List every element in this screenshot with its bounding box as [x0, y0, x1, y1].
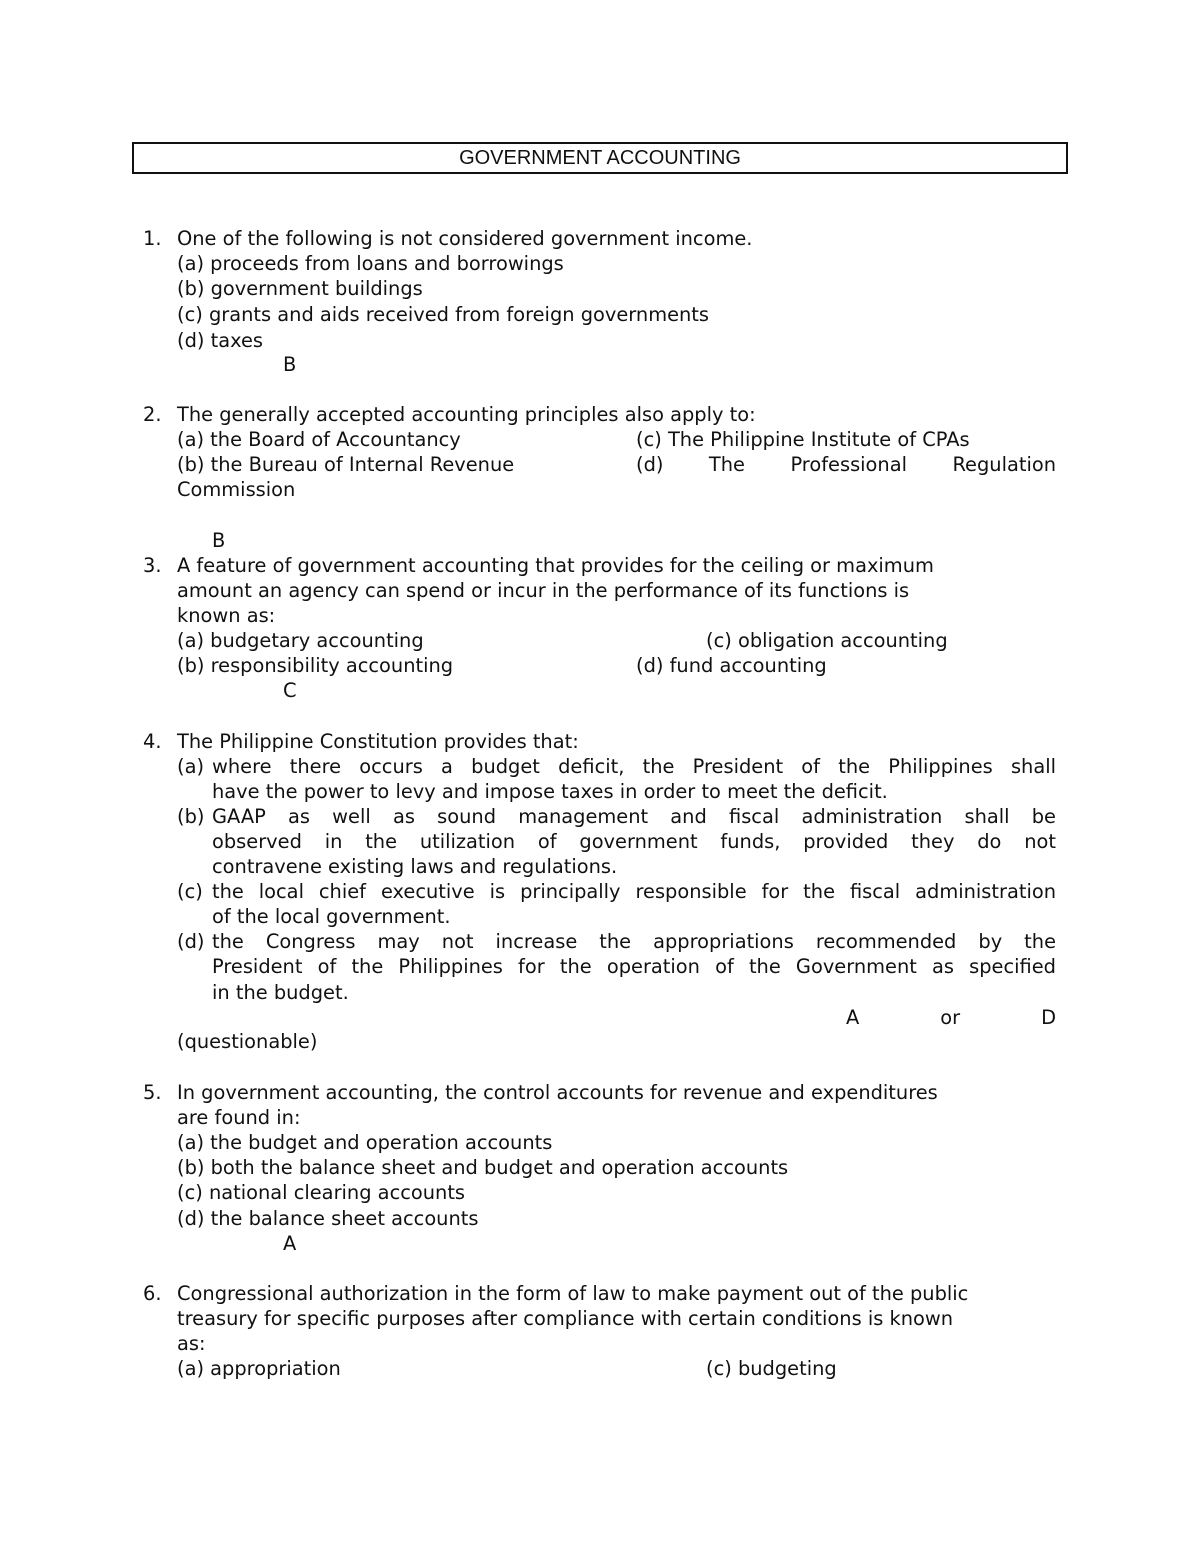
option-d: (d) the balance sheet accounts: [177, 1207, 479, 1230]
option-d-line-2: President of the Philippines for the operation of the Government as specified: [212, 955, 1056, 978]
question-stem-line-2: treasury for specific purposes after compliance with certain conditions is known: [177, 1307, 954, 1330]
question-stem-line-2: amount an agency can spend or incur in the performance of its functions is: [177, 579, 910, 602]
option-a-label: (a): [177, 755, 205, 778]
question-stem: The Philippine Constitution provides that:: [177, 730, 579, 753]
answer: C: [283, 679, 297, 702]
option-b-line-1: GAAP as well as sound management and fiscal administration shall be: [212, 805, 1056, 828]
option-c-label: (c): [177, 880, 203, 903]
question-stem-line-2: are found in:: [177, 1106, 301, 1129]
option-a: (a) the budget and operation accounts: [177, 1131, 553, 1154]
option-a: (a) appropriation: [177, 1357, 341, 1380]
option-d: (d) fund accounting: [636, 654, 827, 677]
question-number: 6.: [143, 1282, 162, 1305]
answer: A or D: [846, 1006, 1056, 1029]
option-c-line-1: the local chief executive is principally responsible for the fiscal administration: [212, 880, 1056, 903]
option-d: (d) The Professional Regulation: [636, 453, 1056, 476]
option-c: (c) budgeting: [706, 1357, 837, 1380]
option-b-line-2: observed in the utilization of government funds, provided they do not: [212, 830, 1056, 853]
option-d-line-3: in the budget.: [212, 981, 349, 1004]
option-c: (c) obligation accounting: [706, 629, 948, 652]
question-number: 2.: [143, 403, 162, 426]
option-b: (b) responsibility accounting: [177, 654, 454, 677]
question-stem-line-1: Congressional authorization in the form of law to make payment out of the public: [177, 1282, 969, 1305]
option-a-line-1: where there occurs a budget deficit, the President of the Philippines shall: [212, 755, 1056, 778]
question-number: 1.: [143, 227, 162, 250]
option-d-continued: Commission: [177, 478, 296, 501]
option-d-label: (d): [177, 930, 205, 953]
option-b: (b) government buildings: [177, 277, 423, 300]
option-a-line-2: have the power to levy and impose taxes in order to meet the deficit.: [212, 780, 888, 803]
option-a: (a) proceeds from loans and borrowings: [177, 252, 564, 275]
option-a: (a) budgetary accounting: [177, 629, 424, 652]
question-stem-line-3: known as:: [177, 604, 276, 627]
question-number: 4.: [143, 730, 162, 753]
answer: B: [212, 529, 226, 552]
option-c-line-2: of the local government.: [212, 905, 451, 928]
question-stem-line-3: as:: [177, 1332, 206, 1355]
option-b-line-3: contravene existing laws and regulations.: [212, 855, 618, 878]
question-number: 5.: [143, 1081, 162, 1104]
option-c: (c) grants and aids received from foreign governments: [177, 303, 710, 326]
option-d: (d) taxes: [177, 329, 263, 352]
question-stem-line-1: In government accounting, the control accounts for revenue and expenditures: [177, 1081, 938, 1104]
question-stem: The generally accepted accounting principles also apply to:: [177, 403, 756, 426]
option-c: (c) national clearing accounts: [177, 1181, 466, 1204]
question-number: 3.: [143, 554, 162, 577]
question-stem: One of the following is not considered government income.: [177, 227, 753, 250]
answer-note: (questionable): [177, 1030, 318, 1053]
option-b: (b) both the balance sheet and budget and operation accounts: [177, 1156, 789, 1179]
option-c: (c) The Philippine Institute of CPAs: [636, 428, 970, 451]
answer: B: [283, 353, 297, 376]
option-a: (a) the Board of Accountancy: [177, 428, 461, 451]
option-b-label: (b): [177, 805, 205, 828]
answer: A: [283, 1232, 297, 1255]
option-b: (b) the Bureau of Internal Revenue: [177, 453, 515, 476]
option-d-line-1: the Congress may not increase the appropriations recommended by the: [212, 930, 1056, 953]
question-stem-line-1: A feature of government accounting that provides for the ceiling or maximum: [177, 554, 934, 577]
page-title: GOVERNMENT ACCOUNTING: [132, 142, 1068, 174]
